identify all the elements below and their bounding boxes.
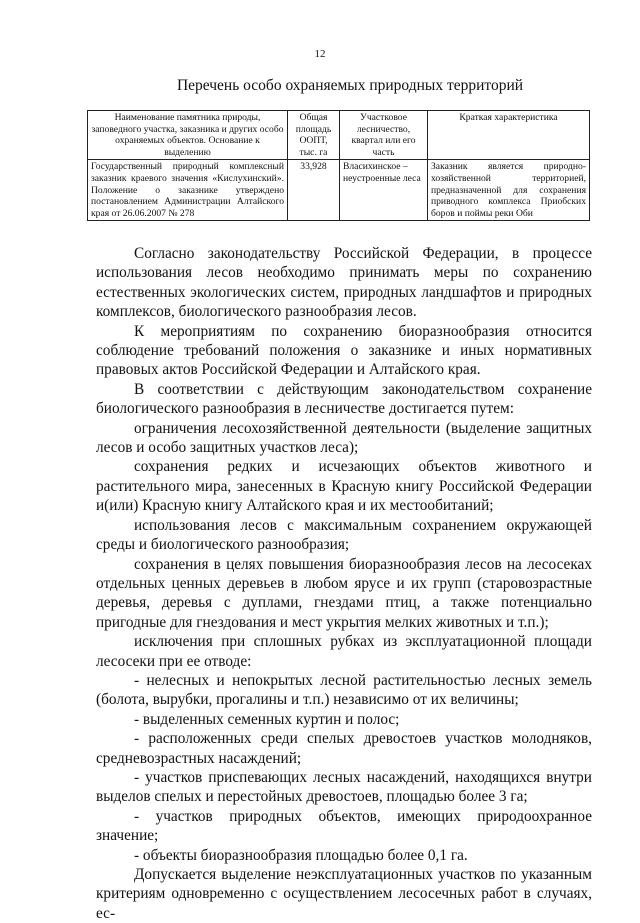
cell-name: Государственный природный комплексный заказник краевого значения «Кислухинский». Положение о заказнике утверждено постановлением Администрации Алтайского края от 26.06.2007 № 278 xyxy=(88,160,288,221)
list-item: - выделенных семенных куртин и полос; xyxy=(134,710,400,728)
list-item: - нелесных и непокрытых лесной растительностью лесных земель (болота, вырубки, прогалины и т.п.) независимо от их величины; xyxy=(96,671,592,709)
paragraph: Допускается выделение неэксплуатационных участков по указанным критериям одновременно с осуществлением лесосечных работ в случаях, ес- xyxy=(96,866,592,922)
list-item: - расположенных среди спелых древостоев участков молодняков, средневозрастных насаждений; xyxy=(96,730,592,767)
list-item: - участков приспевающих лесных насаждений, находящихся внутри выделов спелых и перестойных древостоев, площадью более 3 га; xyxy=(96,768,592,806)
cell-forestry: Власихинское – неустроенные леса xyxy=(340,160,428,221)
paragraph: сохранения в целях повышения биоразнообразия лесов на лесосеках отдельных ценных деревьев в любом ярусе и их групп (старовозрастные деревья, деревья с дуплами, гнездами птиц, а также потенциально пригодные для гнездования и мест укрытия мелких животных и т.п.); xyxy=(96,555,592,631)
table-header-row xyxy=(88,111,590,160)
header-forestry: Участковое лесничество, квартал или его часть xyxy=(340,111,428,160)
list-item: - объекты биоразнообразия площадью более 0,1 га. xyxy=(134,846,468,864)
header-description: Краткая характеристика xyxy=(428,111,590,160)
protected-areas-table xyxy=(87,110,590,221)
cell-area: 33,928 xyxy=(288,160,340,221)
page-number: 12 xyxy=(314,48,326,60)
paragraph: В соответствии с действующим законодательством сохранение биологического разнообразия в лесничестве достигается путем: xyxy=(96,380,592,418)
cell-description: Заказник является природно-хозяйственной территорией, предназначенной для сохранения приводного комплекса Приобских боров и поймы реки Оби xyxy=(428,160,590,221)
table-row xyxy=(88,160,590,221)
paragraph: исключения при сплошных рубках из эксплуатационной площади лесосеки при ее отводе: xyxy=(96,633,592,670)
paragraph: К мероприятиям по сохранению биоразнообразия относится соблюдение требований положения о заказнике и иных нормативных правовых актов Российской Федерации и Алтайского края. xyxy=(96,322,592,379)
paragraph: сохранения редких и исчезающих объектов животного и растительного мира, занесенных в Красную книгу Российской Федерации и(или) Красную книгу Алтайского края и их местообитаний; xyxy=(96,458,592,515)
paragraph: использования лесов с максимальным сохранением окружающей среды и биологического разнообразия; xyxy=(96,516,592,554)
body-text xyxy=(96,244,592,923)
list-item: - участков природных объектов, имеющих природоохранное значение; xyxy=(96,807,592,845)
paragraph: ограничения лесохозяйственной деятельности (выделение защитных лесов и особо защитных участков леса); xyxy=(96,419,592,457)
document-title: Перечень особо охраняемых природных территорий xyxy=(176,77,524,94)
header-area: Общая площадь ООПТ, тыс. га xyxy=(288,111,340,160)
header-name: Наименование памятника природы, заповедного участка, заказника и других особо охраняемых объектов. Основание к выделению xyxy=(88,111,288,160)
paragraph: Согласно законодательству Российской Федерации, в процессе использования лесов необходимо принимать меры по сохранению естественных экологических систем, природных ландшафтов и природных комплексов, биологического разнообразия лесов. xyxy=(96,245,592,321)
